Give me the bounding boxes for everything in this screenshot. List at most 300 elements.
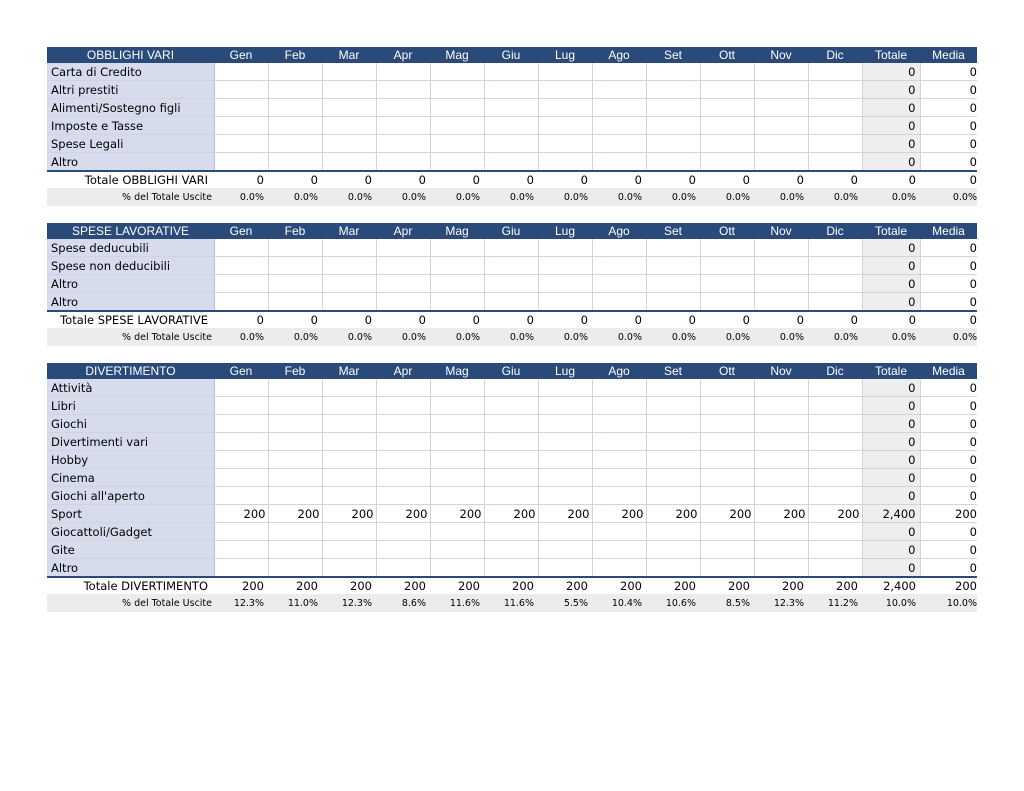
percent-month-cell[interactable]: 8.6% bbox=[376, 594, 430, 612]
month-cell[interactable] bbox=[214, 559, 268, 578]
month-cell[interactable] bbox=[700, 63, 754, 81]
month-cell[interactable] bbox=[538, 415, 592, 433]
month-cell[interactable] bbox=[754, 153, 808, 172]
month-cell[interactable] bbox=[538, 135, 592, 153]
month-cell[interactable] bbox=[700, 433, 754, 451]
month-cell[interactable] bbox=[268, 451, 322, 469]
total-month-cell[interactable]: 200 bbox=[538, 577, 592, 594]
row-label[interactable]: Altro bbox=[47, 275, 214, 293]
month-cell[interactable] bbox=[754, 239, 808, 257]
month-cell[interactable] bbox=[214, 451, 268, 469]
month-cell[interactable] bbox=[430, 153, 484, 172]
month-cell[interactable] bbox=[646, 451, 700, 469]
month-cell[interactable] bbox=[700, 239, 754, 257]
month-cell[interactable] bbox=[754, 117, 808, 135]
percent-month-cell[interactable]: 10.6% bbox=[646, 594, 700, 612]
row-media[interactable]: 0 bbox=[920, 63, 977, 81]
percent-month-cell[interactable]: 11.0% bbox=[268, 594, 322, 612]
month-cell[interactable]: 200 bbox=[322, 505, 376, 523]
total-month-cell[interactable]: 0 bbox=[592, 311, 646, 328]
month-cell[interactable] bbox=[376, 117, 430, 135]
month-cell[interactable] bbox=[754, 99, 808, 117]
percent-month-cell[interactable]: 12.3% bbox=[322, 594, 376, 612]
month-cell[interactable] bbox=[646, 275, 700, 293]
percent-month-cell[interactable]: 0.0% bbox=[592, 188, 646, 206]
month-cell[interactable]: 200 bbox=[484, 505, 538, 523]
total-totale[interactable]: 0 bbox=[862, 311, 920, 328]
month-cell[interactable] bbox=[430, 487, 484, 505]
row-totale[interactable]: 0 bbox=[862, 135, 920, 153]
total-month-cell[interactable]: 0 bbox=[484, 311, 538, 328]
total-month-cell[interactable]: 200 bbox=[754, 577, 808, 594]
month-cell[interactable] bbox=[376, 523, 430, 541]
month-cell[interactable] bbox=[322, 117, 376, 135]
month-cell[interactable] bbox=[322, 415, 376, 433]
month-cell[interactable] bbox=[646, 487, 700, 505]
month-cell[interactable] bbox=[808, 469, 862, 487]
row-label[interactable]: Giochi all'aperto bbox=[47, 487, 214, 505]
month-cell[interactable] bbox=[322, 293, 376, 312]
row-label[interactable]: Spese deducubili bbox=[47, 239, 214, 257]
month-cell[interactable] bbox=[376, 293, 430, 312]
total-month-cell[interactable]: 0 bbox=[808, 311, 862, 328]
month-cell[interactable] bbox=[700, 541, 754, 559]
month-cell[interactable] bbox=[754, 63, 808, 81]
total-month-cell[interactable]: 200 bbox=[646, 577, 700, 594]
total-month-cell[interactable]: 0 bbox=[592, 171, 646, 188]
month-cell[interactable] bbox=[538, 559, 592, 578]
month-cell[interactable] bbox=[430, 415, 484, 433]
row-media[interactable]: 0 bbox=[920, 469, 977, 487]
row-label[interactable]: Altro bbox=[47, 153, 214, 172]
month-cell[interactable] bbox=[700, 469, 754, 487]
month-cell[interactable] bbox=[214, 275, 268, 293]
row-media[interactable]: 0 bbox=[920, 135, 977, 153]
month-cell[interactable] bbox=[808, 63, 862, 81]
row-label[interactable]: Spese non deducibili bbox=[47, 257, 214, 275]
month-cell[interactable]: 200 bbox=[538, 505, 592, 523]
row-totale[interactable]: 0 bbox=[862, 275, 920, 293]
percent-month-cell[interactable]: 0.0% bbox=[376, 188, 430, 206]
month-cell[interactable] bbox=[214, 487, 268, 505]
month-cell[interactable] bbox=[214, 397, 268, 415]
month-cell[interactable] bbox=[322, 135, 376, 153]
month-cell[interactable] bbox=[592, 117, 646, 135]
month-cell[interactable] bbox=[376, 415, 430, 433]
month-cell[interactable] bbox=[322, 451, 376, 469]
percent-month-cell[interactable]: 0.0% bbox=[322, 188, 376, 206]
month-cell[interactable] bbox=[376, 559, 430, 578]
month-cell[interactable] bbox=[538, 81, 592, 99]
month-cell[interactable] bbox=[322, 559, 376, 578]
month-cell[interactable] bbox=[754, 397, 808, 415]
month-cell[interactable] bbox=[754, 257, 808, 275]
month-cell[interactable] bbox=[808, 99, 862, 117]
month-cell[interactable] bbox=[592, 293, 646, 312]
month-cell[interactable]: 200 bbox=[592, 505, 646, 523]
month-cell[interactable] bbox=[808, 379, 862, 397]
month-cell[interactable] bbox=[592, 81, 646, 99]
row-media[interactable]: 0 bbox=[920, 487, 977, 505]
month-cell[interactable] bbox=[376, 275, 430, 293]
month-cell[interactable] bbox=[808, 487, 862, 505]
total-month-cell[interactable]: 200 bbox=[700, 577, 754, 594]
row-totale[interactable]: 0 bbox=[862, 99, 920, 117]
month-cell[interactable] bbox=[754, 433, 808, 451]
row-totale[interactable]: 0 bbox=[862, 433, 920, 451]
month-cell[interactable] bbox=[376, 63, 430, 81]
month-cell[interactable] bbox=[538, 239, 592, 257]
month-cell[interactable] bbox=[268, 135, 322, 153]
total-media[interactable]: 200 bbox=[920, 577, 977, 594]
row-label[interactable]: Alimenti/Sostegno figli bbox=[47, 99, 214, 117]
month-cell[interactable] bbox=[430, 523, 484, 541]
month-cell[interactable] bbox=[700, 81, 754, 99]
row-media[interactable]: 0 bbox=[920, 379, 977, 397]
month-cell[interactable] bbox=[484, 117, 538, 135]
row-totale[interactable]: 0 bbox=[862, 257, 920, 275]
month-cell[interactable] bbox=[700, 451, 754, 469]
month-cell[interactable] bbox=[322, 541, 376, 559]
month-cell[interactable] bbox=[754, 559, 808, 578]
month-cell[interactable] bbox=[376, 397, 430, 415]
month-cell[interactable] bbox=[322, 99, 376, 117]
month-cell[interactable] bbox=[754, 379, 808, 397]
month-cell[interactable] bbox=[268, 293, 322, 312]
row-label[interactable]: Altro bbox=[47, 293, 214, 312]
month-cell[interactable] bbox=[376, 239, 430, 257]
month-cell[interactable] bbox=[376, 469, 430, 487]
month-cell[interactable] bbox=[268, 117, 322, 135]
row-label[interactable]: Altro bbox=[47, 559, 214, 578]
month-cell[interactable] bbox=[646, 153, 700, 172]
row-media[interactable]: 0 bbox=[920, 293, 977, 312]
month-cell[interactable] bbox=[538, 451, 592, 469]
row-totale[interactable]: 0 bbox=[862, 487, 920, 505]
month-cell[interactable] bbox=[538, 523, 592, 541]
month-cell[interactable] bbox=[538, 117, 592, 135]
month-cell[interactable] bbox=[646, 135, 700, 153]
month-cell[interactable] bbox=[484, 397, 538, 415]
total-month-cell[interactable]: 0 bbox=[268, 311, 322, 328]
row-totale[interactable]: 0 bbox=[862, 117, 920, 135]
month-cell[interactable] bbox=[214, 415, 268, 433]
month-cell[interactable] bbox=[484, 415, 538, 433]
month-cell[interactable] bbox=[214, 523, 268, 541]
percent-month-cell[interactable]: 0.0% bbox=[538, 188, 592, 206]
month-cell[interactable] bbox=[268, 469, 322, 487]
month-cell[interactable] bbox=[322, 257, 376, 275]
month-cell[interactable] bbox=[646, 523, 700, 541]
row-totale[interactable]: 2,400 bbox=[862, 505, 920, 523]
row-label[interactable]: Spese Legali bbox=[47, 135, 214, 153]
month-cell[interactable] bbox=[376, 99, 430, 117]
month-cell[interactable] bbox=[484, 469, 538, 487]
percent-month-cell[interactable]: 0.0% bbox=[484, 328, 538, 346]
month-cell[interactable] bbox=[322, 275, 376, 293]
month-cell[interactable] bbox=[592, 523, 646, 541]
total-month-cell[interactable]: 0 bbox=[376, 311, 430, 328]
row-media[interactable]: 0 bbox=[920, 559, 977, 578]
total-month-cell[interactable]: 0 bbox=[214, 171, 268, 188]
month-cell[interactable] bbox=[592, 559, 646, 578]
month-cell[interactable] bbox=[268, 81, 322, 99]
month-cell[interactable] bbox=[592, 135, 646, 153]
percent-media[interactable]: 0.0% bbox=[920, 328, 977, 346]
percent-month-cell[interactable]: 12.3% bbox=[214, 594, 268, 612]
month-cell[interactable] bbox=[430, 469, 484, 487]
row-totale[interactable]: 0 bbox=[862, 153, 920, 172]
total-month-cell[interactable]: 200 bbox=[484, 577, 538, 594]
month-cell[interactable]: 200 bbox=[430, 505, 484, 523]
month-cell[interactable]: 200 bbox=[754, 505, 808, 523]
month-cell[interactable] bbox=[268, 63, 322, 81]
month-cell[interactable] bbox=[484, 99, 538, 117]
month-cell[interactable] bbox=[430, 81, 484, 99]
percent-totale[interactable]: 10.0% bbox=[862, 594, 920, 612]
month-cell[interactable] bbox=[538, 257, 592, 275]
percent-month-cell[interactable]: 0.0% bbox=[538, 328, 592, 346]
month-cell[interactable]: 200 bbox=[808, 505, 862, 523]
month-cell[interactable] bbox=[592, 397, 646, 415]
month-cell[interactable] bbox=[322, 433, 376, 451]
row-totale[interactable]: 0 bbox=[862, 397, 920, 415]
month-cell[interactable] bbox=[430, 379, 484, 397]
month-cell[interactable] bbox=[754, 469, 808, 487]
month-cell[interactable] bbox=[268, 523, 322, 541]
percent-month-cell[interactable]: 5.5% bbox=[538, 594, 592, 612]
month-cell[interactable] bbox=[484, 559, 538, 578]
month-cell[interactable] bbox=[430, 239, 484, 257]
percent-media[interactable]: 10.0% bbox=[920, 594, 977, 612]
month-cell[interactable] bbox=[430, 275, 484, 293]
total-totale[interactable]: 2,400 bbox=[862, 577, 920, 594]
month-cell[interactable] bbox=[214, 117, 268, 135]
month-cell[interactable] bbox=[808, 81, 862, 99]
month-cell[interactable] bbox=[808, 117, 862, 135]
month-cell[interactable] bbox=[592, 275, 646, 293]
month-cell[interactable] bbox=[484, 63, 538, 81]
month-cell[interactable] bbox=[322, 487, 376, 505]
total-month-cell[interactable]: 200 bbox=[430, 577, 484, 594]
row-media[interactable]: 0 bbox=[920, 239, 977, 257]
month-cell[interactable] bbox=[214, 63, 268, 81]
month-cell[interactable] bbox=[268, 397, 322, 415]
month-cell[interactable] bbox=[376, 379, 430, 397]
row-media[interactable]: 200 bbox=[920, 505, 977, 523]
month-cell[interactable] bbox=[268, 487, 322, 505]
month-cell[interactable] bbox=[754, 293, 808, 312]
percent-month-cell[interactable]: 0.0% bbox=[754, 328, 808, 346]
month-cell[interactable] bbox=[700, 415, 754, 433]
month-cell[interactable] bbox=[538, 99, 592, 117]
month-cell[interactable] bbox=[808, 541, 862, 559]
month-cell[interactable] bbox=[754, 523, 808, 541]
month-cell[interactable] bbox=[214, 541, 268, 559]
row-label[interactable]: Divertimenti vari bbox=[47, 433, 214, 451]
month-cell[interactable] bbox=[430, 135, 484, 153]
row-totale[interactable]: 0 bbox=[862, 81, 920, 99]
percent-month-cell[interactable]: 0.0% bbox=[214, 188, 268, 206]
month-cell[interactable] bbox=[646, 117, 700, 135]
month-cell[interactable] bbox=[808, 275, 862, 293]
month-cell[interactable] bbox=[646, 433, 700, 451]
percent-totale[interactable]: 0.0% bbox=[862, 188, 920, 206]
month-cell[interactable] bbox=[322, 523, 376, 541]
month-cell[interactable] bbox=[646, 63, 700, 81]
month-cell[interactable] bbox=[430, 559, 484, 578]
row-label[interactable]: Libri bbox=[47, 397, 214, 415]
row-media[interactable]: 0 bbox=[920, 275, 977, 293]
month-cell[interactable] bbox=[268, 275, 322, 293]
row-totale[interactable]: 0 bbox=[862, 469, 920, 487]
month-cell[interactable] bbox=[700, 293, 754, 312]
month-cell[interactable] bbox=[484, 275, 538, 293]
month-cell[interactable] bbox=[754, 415, 808, 433]
month-cell[interactable] bbox=[376, 541, 430, 559]
total-month-cell[interactable]: 0 bbox=[268, 171, 322, 188]
percent-month-cell[interactable]: 0.0% bbox=[754, 188, 808, 206]
row-totale[interactable]: 0 bbox=[862, 523, 920, 541]
month-cell[interactable] bbox=[808, 239, 862, 257]
month-cell[interactable] bbox=[268, 559, 322, 578]
total-month-cell[interactable]: 0 bbox=[646, 171, 700, 188]
total-month-cell[interactable]: 0 bbox=[700, 311, 754, 328]
month-cell[interactable] bbox=[592, 487, 646, 505]
month-cell[interactable]: 200 bbox=[268, 505, 322, 523]
month-cell[interactable] bbox=[484, 153, 538, 172]
percent-month-cell[interactable]: 0.0% bbox=[484, 188, 538, 206]
month-cell[interactable] bbox=[754, 541, 808, 559]
month-cell[interactable] bbox=[430, 99, 484, 117]
month-cell[interactable] bbox=[268, 379, 322, 397]
percent-month-cell[interactable]: 10.4% bbox=[592, 594, 646, 612]
row-label[interactable]: Cinema bbox=[47, 469, 214, 487]
month-cell[interactable] bbox=[322, 239, 376, 257]
total-month-cell[interactable]: 0 bbox=[214, 311, 268, 328]
percent-month-cell[interactable]: 0.0% bbox=[430, 328, 484, 346]
month-cell[interactable] bbox=[376, 451, 430, 469]
month-cell[interactable] bbox=[322, 397, 376, 415]
month-cell[interactable] bbox=[484, 81, 538, 99]
month-cell[interactable] bbox=[484, 523, 538, 541]
row-label[interactable]: Attività bbox=[47, 379, 214, 397]
month-cell[interactable] bbox=[214, 379, 268, 397]
total-month-cell[interactable]: 0 bbox=[808, 171, 862, 188]
percent-month-cell[interactable]: 0.0% bbox=[214, 328, 268, 346]
month-cell[interactable] bbox=[592, 239, 646, 257]
month-cell[interactable]: 200 bbox=[376, 505, 430, 523]
month-cell[interactable] bbox=[538, 397, 592, 415]
month-cell[interactable] bbox=[808, 559, 862, 578]
month-cell[interactable] bbox=[484, 451, 538, 469]
month-cell[interactable] bbox=[808, 257, 862, 275]
total-month-cell[interactable]: 0 bbox=[538, 171, 592, 188]
total-media[interactable]: 0 bbox=[920, 171, 977, 188]
percent-month-cell[interactable]: 0.0% bbox=[646, 328, 700, 346]
month-cell[interactable] bbox=[538, 541, 592, 559]
percent-month-cell[interactable]: 0.0% bbox=[700, 188, 754, 206]
total-month-cell[interactable]: 0 bbox=[700, 171, 754, 188]
month-cell[interactable] bbox=[700, 559, 754, 578]
month-cell[interactable] bbox=[646, 239, 700, 257]
month-cell[interactable] bbox=[754, 451, 808, 469]
month-cell[interactable] bbox=[592, 257, 646, 275]
month-cell[interactable] bbox=[484, 433, 538, 451]
total-month-cell[interactable]: 0 bbox=[538, 311, 592, 328]
month-cell[interactable] bbox=[592, 541, 646, 559]
row-media[interactable]: 0 bbox=[920, 541, 977, 559]
row-media[interactable]: 0 bbox=[920, 117, 977, 135]
month-cell[interactable] bbox=[700, 153, 754, 172]
total-month-cell[interactable]: 0 bbox=[430, 171, 484, 188]
month-cell[interactable] bbox=[484, 541, 538, 559]
month-cell[interactable] bbox=[538, 153, 592, 172]
month-cell[interactable] bbox=[214, 433, 268, 451]
month-cell[interactable] bbox=[538, 487, 592, 505]
percent-month-cell[interactable]: 0.0% bbox=[700, 328, 754, 346]
row-media[interactable]: 0 bbox=[920, 397, 977, 415]
total-media[interactable]: 0 bbox=[920, 311, 977, 328]
month-cell[interactable] bbox=[430, 397, 484, 415]
month-cell[interactable] bbox=[646, 559, 700, 578]
percent-month-cell[interactable]: 0.0% bbox=[268, 328, 322, 346]
total-month-cell[interactable]: 0 bbox=[430, 311, 484, 328]
percent-media[interactable]: 0.0% bbox=[920, 188, 977, 206]
total-month-cell[interactable]: 0 bbox=[376, 171, 430, 188]
month-cell[interactable] bbox=[700, 275, 754, 293]
month-cell[interactable] bbox=[376, 257, 430, 275]
month-cell[interactable] bbox=[754, 487, 808, 505]
total-totale[interactable]: 0 bbox=[862, 171, 920, 188]
month-cell[interactable] bbox=[700, 99, 754, 117]
percent-month-cell[interactable]: 0.0% bbox=[808, 188, 862, 206]
month-cell[interactable] bbox=[808, 397, 862, 415]
month-cell[interactable] bbox=[646, 379, 700, 397]
month-cell[interactable] bbox=[268, 239, 322, 257]
month-cell[interactable] bbox=[322, 81, 376, 99]
percent-month-cell[interactable]: 0.0% bbox=[376, 328, 430, 346]
row-totale[interactable]: 0 bbox=[862, 451, 920, 469]
month-cell[interactable]: 200 bbox=[700, 505, 754, 523]
total-month-cell[interactable]: 200 bbox=[214, 577, 268, 594]
month-cell[interactable] bbox=[214, 239, 268, 257]
month-cell[interactable] bbox=[592, 433, 646, 451]
month-cell[interactable] bbox=[322, 469, 376, 487]
row-media[interactable]: 0 bbox=[920, 433, 977, 451]
total-month-cell[interactable]: 200 bbox=[592, 577, 646, 594]
total-month-cell[interactable]: 200 bbox=[808, 577, 862, 594]
percent-month-cell[interactable]: 0.0% bbox=[430, 188, 484, 206]
percent-totale[interactable]: 0.0% bbox=[862, 328, 920, 346]
month-cell[interactable] bbox=[214, 135, 268, 153]
month-cell[interactable] bbox=[538, 293, 592, 312]
month-cell[interactable] bbox=[376, 81, 430, 99]
month-cell[interactable] bbox=[322, 63, 376, 81]
row-media[interactable]: 0 bbox=[920, 415, 977, 433]
month-cell[interactable] bbox=[538, 275, 592, 293]
month-cell[interactable] bbox=[700, 257, 754, 275]
row-label[interactable]: Imposte e Tasse bbox=[47, 117, 214, 135]
month-cell[interactable] bbox=[754, 135, 808, 153]
month-cell[interactable] bbox=[808, 135, 862, 153]
month-cell[interactable] bbox=[430, 63, 484, 81]
month-cell[interactable] bbox=[592, 153, 646, 172]
total-month-cell[interactable]: 0 bbox=[754, 311, 808, 328]
month-cell[interactable] bbox=[484, 487, 538, 505]
month-cell[interactable] bbox=[700, 379, 754, 397]
month-cell[interactable] bbox=[808, 451, 862, 469]
